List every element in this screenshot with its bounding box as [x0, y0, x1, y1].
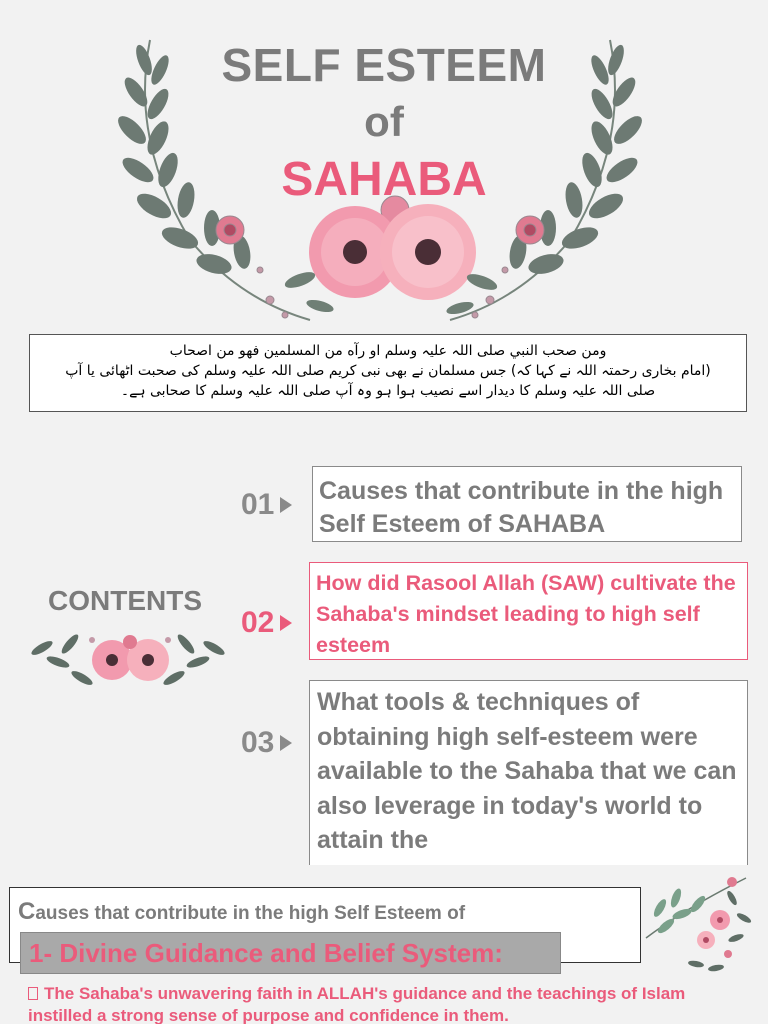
arrow-right-icon [280, 735, 292, 751]
section-paragraph-text: The Sahaba's unwavering faith in ALLAH's guidance and the teachings of Islam instilled a strong sense of purpose and confidence in them. [28, 984, 686, 1024]
contents-item-01: Causes that contribute in the high Self Esteem of SAHABA [312, 466, 742, 542]
contents-number-03: 03 [241, 726, 292, 760]
title-self-esteem: SELF ESTEEM [221, 39, 547, 91]
section-heading-initial: C [18, 898, 36, 925]
arrow-right-icon [280, 497, 292, 513]
title-sahaba: SAHABA [281, 153, 487, 206]
urdu-line-3: صلی اللہ علیہ وسلم کا دیدار اسے نصیب ہوا ہو وہ آپ صلی اللہ علیہ وسلم کا صحابی ہے۔ [120, 383, 656, 399]
contents-item-03: What tools & techniques of obtaining high self-esteem were available to the Sahaba that we can also leverage in today's world to attain the [309, 680, 748, 865]
urdu-line-2: (امام بخاری رحمتہ اللہ نے کہا کہ) جس مسلمان نے بھی نبی کریم صلی اللہ علیہ وسلم کی صحبت اٹھائی یا آپ [65, 363, 711, 379]
bullet-icon [28, 987, 38, 1000]
section-heading: auses that contribute in the high Self Esteem of [35, 903, 466, 924]
small-floral-decoration [22, 618, 234, 700]
urdu-definition-box [29, 334, 747, 412]
urdu-line-1: ومن صحب النبي صلی اللہ علیہ وسلم او رآه من المسلمین فهو من اصحاب [169, 343, 607, 359]
section-paragraph [28, 983, 748, 1024]
contents-number-02: 02 [241, 606, 292, 640]
subheading-divine-guidance: 1- Divine Guidance and Belief System: [20, 932, 561, 974]
floral-sprig-decoration [636, 868, 758, 978]
arrow-right-icon [280, 615, 292, 631]
title-of: of [364, 98, 404, 145]
contents-item-02: How did Rasool Allah (SAW) cultivate the Sahaba's mindset leading to high self esteem [309, 562, 748, 660]
contents-heading: CONTENTS [48, 585, 202, 616]
contents-number-01: 01 [241, 488, 292, 522]
